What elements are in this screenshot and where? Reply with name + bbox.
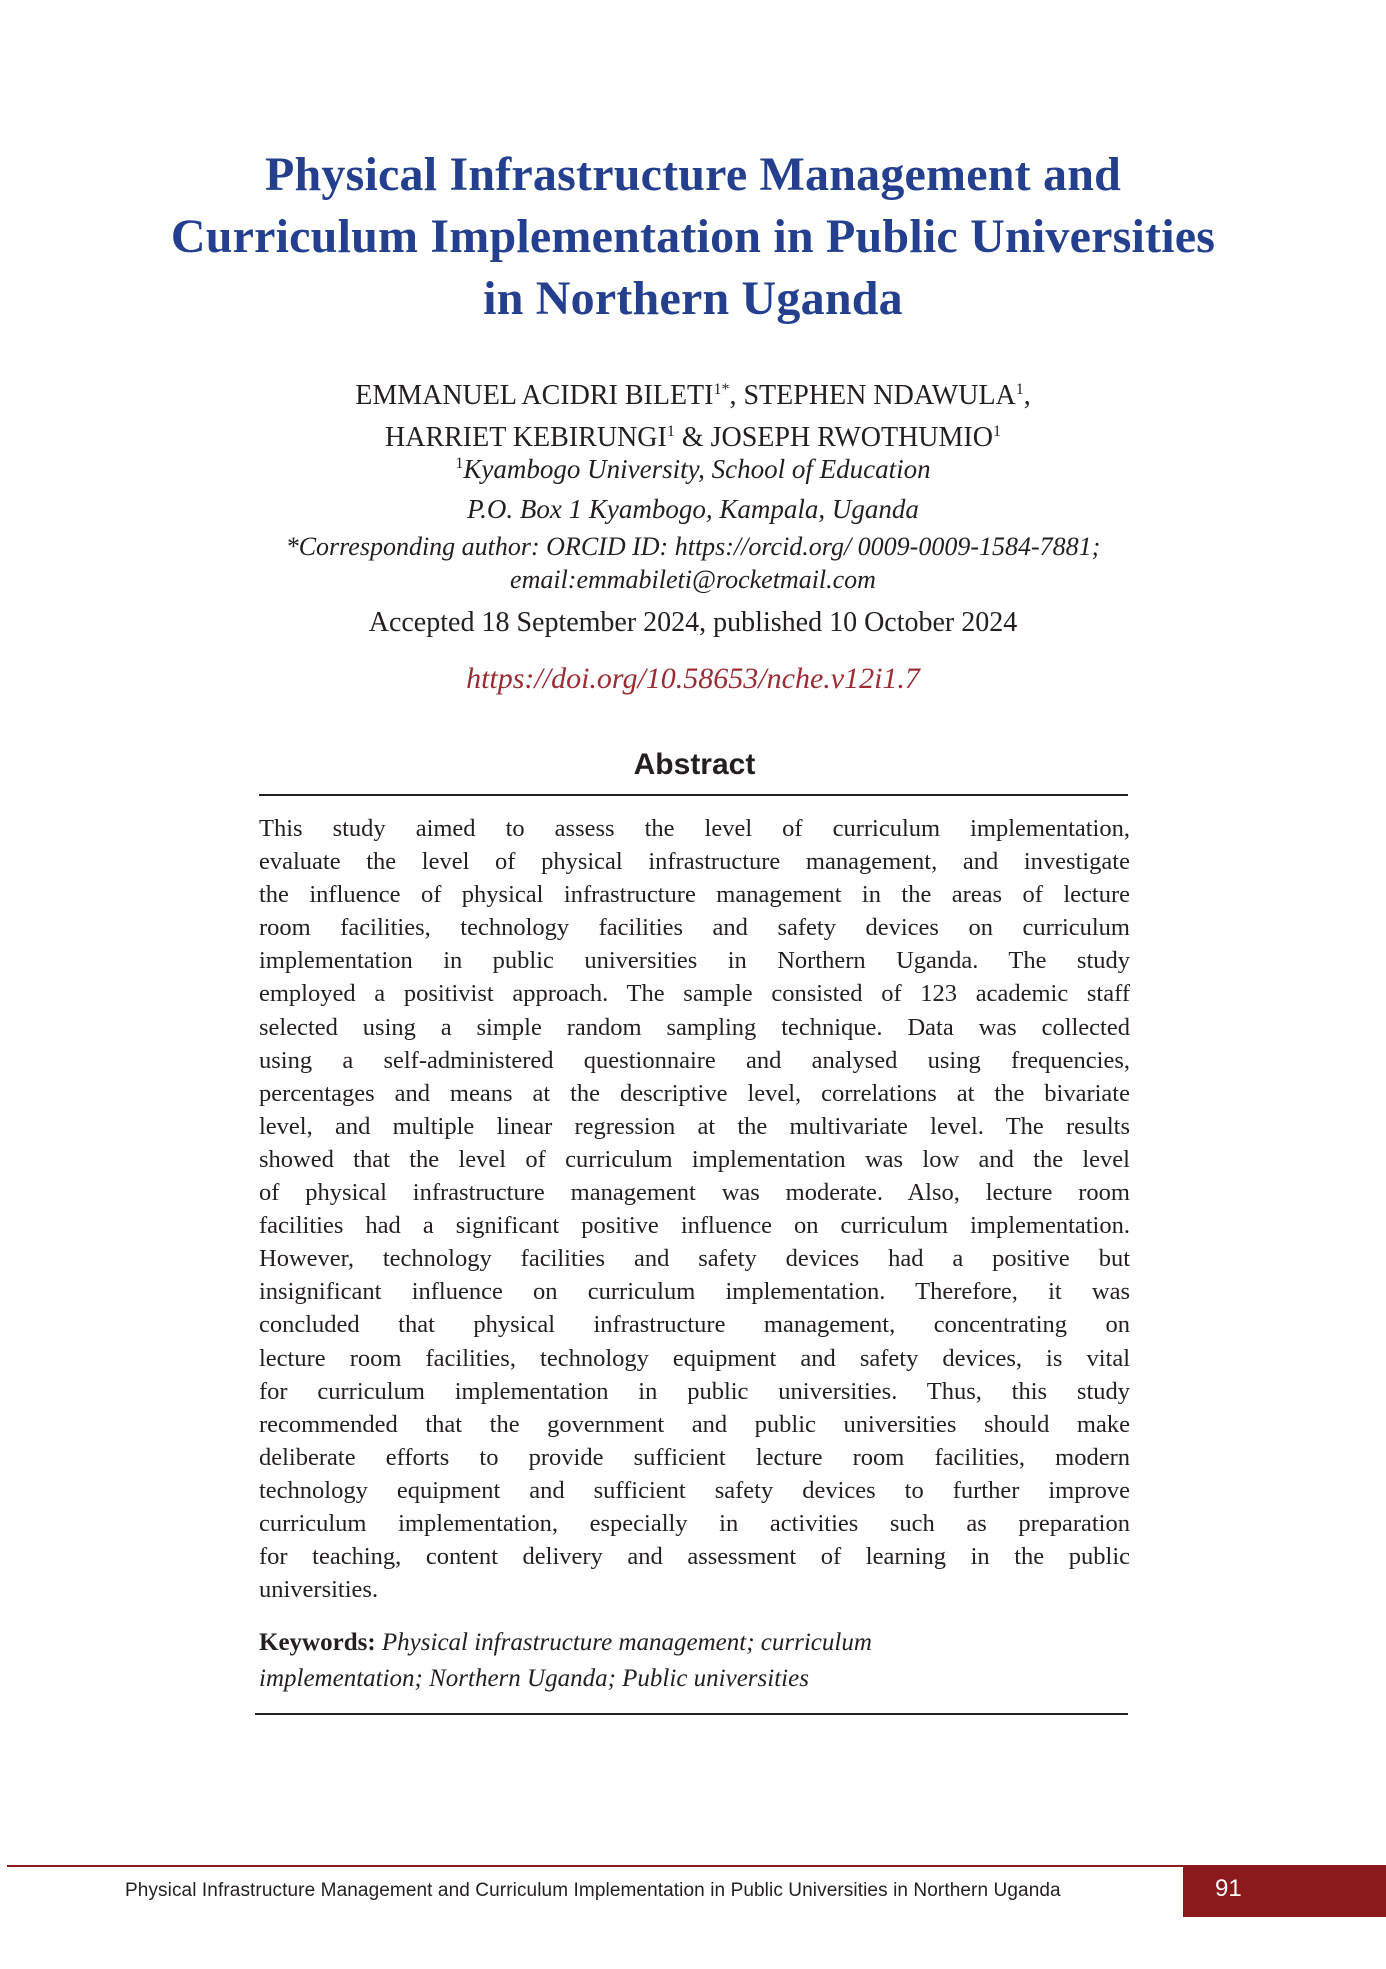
abstract-line: level, and multiple linear regression at the multivariate level. The results xyxy=(259,1112,1130,1140)
abstract-line: insignificant influence on curriculum implementation. Therefore, it was xyxy=(259,1278,1130,1306)
abstract-line: showed that the level of curriculum implementation was low and the level xyxy=(259,1145,1130,1173)
abstract-line: percentages and means at the descriptive level, correlations at the bivariate xyxy=(259,1079,1130,1107)
paper-title xyxy=(0,144,1386,330)
title-line-2: Curriculum Implementation in Public Universities xyxy=(170,210,1216,263)
abstract-line: However, technology facilities and safety devices had a positive but xyxy=(259,1245,1130,1273)
abstract-line: implementation in public universities in Northern Uganda. The study xyxy=(259,947,1130,975)
keywords-bottom-rule xyxy=(255,1713,1128,1715)
author-separator: & xyxy=(674,422,711,453)
author-line-1 xyxy=(0,372,1386,414)
abstract-top-rule xyxy=(259,794,1128,796)
title-line-3: in Northern Uganda xyxy=(483,272,903,325)
affiliation-institution-line xyxy=(0,444,1386,489)
abstract-line: technology equipment and sufficient safety devices to further improve xyxy=(259,1476,1130,1504)
abstract-line: evaluate the level of physical infrastructure management, and investigate xyxy=(259,848,1130,876)
author-name: EMMANUEL ACIDRI BILETI xyxy=(355,380,714,411)
author-affiliation-marker: 1* xyxy=(713,381,730,398)
abstract-line: This study aimed to assess the level of curriculum implementation, xyxy=(259,815,1130,842)
affiliation xyxy=(0,444,1386,529)
keywords xyxy=(259,1625,1130,1697)
author-affiliation-marker: 1 xyxy=(992,423,1001,440)
abstract-line: curriculum implementation, especially in activities such as preparation xyxy=(259,1509,1130,1537)
abstract-line: room facilities, technology facilities and safety devices on curriculum xyxy=(259,914,1130,942)
page-number: 91 xyxy=(1215,1875,1242,1902)
author-affiliation-marker: 1 xyxy=(666,423,675,440)
abstract-line: lecture room facilities, technology equipment and safety devices, is vital xyxy=(259,1344,1130,1372)
abstract-line: using a self-administered questionnaire and analysed using frequencies, xyxy=(259,1046,1130,1074)
doi-link[interactable]: https://doi.org/10.58653/nche.v12i1.7 xyxy=(466,662,920,695)
running-title: Physical Infrastructure Management and Curriculum Implementation in Public Universities in Northern Uganda xyxy=(125,1880,1061,1901)
corresponding-author xyxy=(0,530,1386,596)
author-separator: , xyxy=(729,380,744,411)
author-affiliation-marker: 1 xyxy=(1015,381,1024,398)
affiliation-institution: Kyambogo University, School of Education xyxy=(463,454,931,484)
keywords-list-continued: implementation; Northern Uganda; Public universities xyxy=(259,1665,809,1692)
publication-dates: Accepted 18 September 2024, published 10 October 2024 xyxy=(368,607,1018,638)
abstract-line: facilities had a significant positive influence on curriculum implementation. xyxy=(259,1212,1130,1240)
affiliation-address: P.O. Box 1 Kyambogo, Kampala, Uganda xyxy=(467,494,919,524)
page-number-box xyxy=(1183,1866,1386,1917)
abstract-line: the influence of physical infrastructure management in the areas of lecture xyxy=(259,881,1130,909)
corresponding-email[interactable]: email:emmabileti@rocketmail.com xyxy=(510,565,876,594)
footer-rule xyxy=(7,1865,1386,1867)
affiliation-marker: 1 xyxy=(455,455,464,472)
abstract-line: universities. xyxy=(259,1576,379,1604)
abstract-line: employed a positivist approach. The sample consisted of 123 academic staff xyxy=(259,980,1130,1008)
author-name: JOSEPH RWOTHUMIO xyxy=(710,422,993,453)
keywords-list: Physical infrastructure management; curriculum xyxy=(375,1629,872,1656)
corresponding-orcid[interactable]: *Corresponding author: ORCID ID: https://orcid.org/ 0009-0009-1584-7881; xyxy=(285,532,1101,561)
keywords-line-2 xyxy=(259,1661,1130,1697)
abstract-heading: Abstract xyxy=(633,748,756,781)
abstract-body xyxy=(259,812,1130,1606)
author-separator: , xyxy=(1023,380,1031,411)
abstract-line: recommended that the government and public universities should make xyxy=(259,1410,1130,1438)
abstract-line: concluded that physical infrastructure management, concentrating on xyxy=(259,1311,1130,1339)
abstract-line: for curriculum implementation in public universities. Thus, this study xyxy=(259,1377,1130,1405)
abstract-line: for teaching, content delivery and assessment of learning in the public xyxy=(259,1543,1130,1571)
keywords-label: Keywords: xyxy=(259,1629,376,1656)
abstract-line: of physical infrastructure management was moderate. Also, lecture room xyxy=(259,1179,1130,1207)
abstract-line: deliberate efforts to provide sufficient lecture room facilities, modern xyxy=(259,1443,1130,1471)
abstract-line: selected using a simple random sampling technique. Data was collected xyxy=(259,1013,1130,1041)
author-name: HARRIET KEBIRUNGI xyxy=(385,422,667,453)
keywords-line-1 xyxy=(259,1625,1130,1661)
title-line-1: Physical Infrastructure Management and xyxy=(265,148,1121,201)
author-name: STEPHEN NDAWULA xyxy=(743,380,1016,411)
